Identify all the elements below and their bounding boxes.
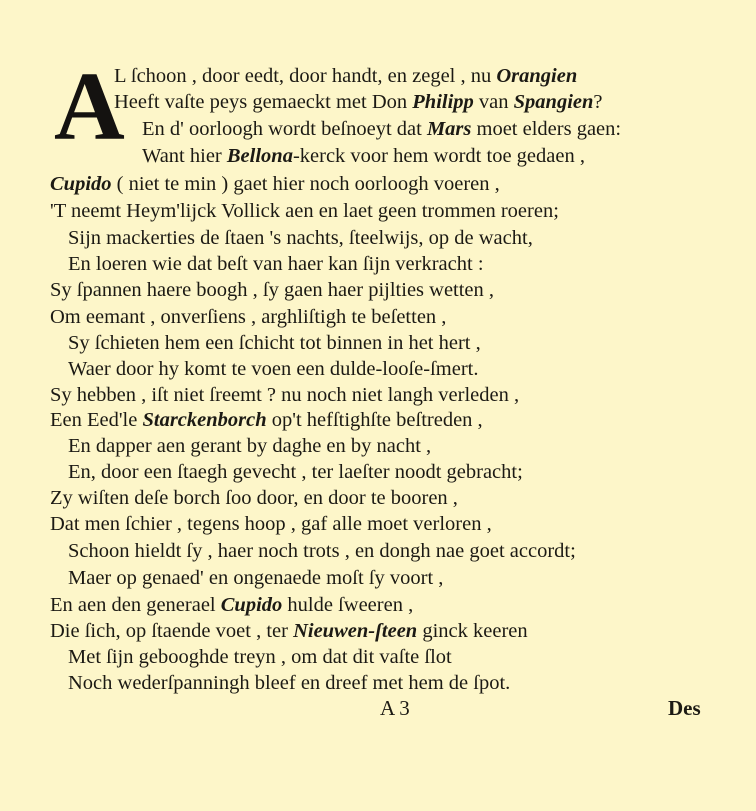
- italic-name: Starckenborch: [142, 409, 267, 431]
- text-segment: ?: [593, 91, 603, 113]
- poem-line-15: [68, 434, 431, 458]
- text-segment: ginck keeren: [417, 620, 528, 642]
- poem-line-23: [68, 645, 452, 669]
- poem-line-2: [114, 90, 603, 114]
- poem-line-8: [68, 252, 484, 276]
- poem-line-20: [68, 566, 443, 590]
- poem-line-17: [50, 486, 458, 510]
- catchword: Des: [668, 696, 701, 720]
- text-segment: L ſchoon , door eedt, door handt, en zegel , nu: [114, 65, 497, 87]
- poem-line-18: [50, 512, 492, 536]
- poem-line-4: [142, 144, 585, 168]
- italic-name: Bellona: [226, 145, 293, 167]
- poem-line-1: [114, 64, 577, 88]
- text-segment: Zy wiſten deſe borch ſoo door, en door te booren ,: [50, 487, 458, 509]
- italic-name: Nieuwen-ſteen: [293, 620, 418, 642]
- text-segment: Want hier: [142, 145, 227, 167]
- italic-name: Philipp: [412, 91, 474, 113]
- text-segment: Een Eed'le: [50, 409, 143, 431]
- poem-line-19: [68, 539, 576, 563]
- poem-line-7: [68, 226, 533, 250]
- text-segment: Maer op genaed' en ongenaede moſt ſy voort ,: [68, 567, 444, 589]
- text-segment: Sy ſpannen haere boogh , ſy gaen haer pijlties wetten ,: [50, 279, 495, 301]
- poem-line-13: [50, 383, 519, 407]
- poem-line-9: [50, 278, 494, 302]
- text-segment: hulde ſweeren ,: [282, 594, 414, 616]
- poem-line-22: [50, 619, 528, 643]
- poem-line-11: [68, 331, 481, 355]
- text-segment: En loeren wie dat beſt van haer kan ſijn verkracht :: [68, 253, 484, 275]
- poem-line-5: [50, 172, 500, 196]
- text-segment: op't hefſtighſte beſtreden ,: [266, 409, 483, 431]
- poem-line-6: [50, 199, 559, 223]
- text-segment: Schoon hieldt ſy , haer noch trots , en dongh nae goet accordt;: [68, 540, 576, 562]
- text-segment: ( niet te min ) gaet hier noch oorloogh voeren ,: [111, 173, 500, 195]
- text-segment: van: [473, 91, 514, 113]
- text-segment: moet elders gaen:: [471, 118, 622, 140]
- poem-line-14: [50, 408, 483, 432]
- italic-name: Cupido: [50, 173, 112, 195]
- poem-line-16: [68, 460, 523, 484]
- italic-name: Spangien: [513, 91, 594, 113]
- text-segment: Met ſijn gebooghde treyn , om dat dit vaſte ſlot: [68, 646, 452, 668]
- text-segment: Sy hebben , iſt niet ſreemt ? nu noch niet langh verleden ,: [50, 384, 520, 406]
- text-segment: 'T neemt Heym'lijck Vollick aen en laet geen trommen roeren;: [50, 200, 559, 222]
- page-signature: A 3: [380, 696, 410, 720]
- text-segment: Om eemant , onverſiens , arghliſtigh te beſetten ,: [50, 306, 447, 328]
- italic-name: Cupido: [220, 594, 283, 616]
- italic-name: Mars: [426, 118, 472, 140]
- poem-line-12: [68, 357, 479, 381]
- text-segment: Die ſich, op ſtaende voet , ter: [50, 620, 294, 642]
- poem-line-21: [50, 593, 413, 617]
- poem-line-24: [68, 671, 510, 695]
- text-segment: Sijn mackerties de ſtaen 's nachts, ſteelwijs, op de wacht,: [68, 227, 533, 249]
- drop-cap: A: [54, 53, 125, 161]
- text-segment: En aen den generael: [50, 594, 221, 616]
- text-segment: En, door een ſtaegh gevecht , ter laeſter noodt gebracht;: [68, 461, 523, 483]
- text-segment: Sy ſchieten hem een ſchicht tot binnen in het hert ,: [68, 332, 481, 354]
- poem-line-3: [142, 117, 621, 141]
- text-segment: Waer door hy komt te voen een dulde-looſe-ſmert.: [68, 358, 479, 380]
- text-segment: En d' oorloogh wordt beſnoeyt dat: [142, 118, 427, 140]
- text-segment: Dat men ſchier , tegens hoop , gaf alle moet verloren ,: [50, 513, 492, 535]
- text-segment: -kerck voor hem wordt toe gedaen ,: [292, 145, 585, 167]
- text-segment: Noch wederſpanningh bleef en dreef met hem de ſpot.: [68, 672, 511, 694]
- poem-line-10: [50, 305, 446, 329]
- text-segment: Heeft vaſte peys gemaeckt met Don: [114, 91, 413, 113]
- italic-name: Orangien: [496, 65, 578, 87]
- text-segment: En dapper aen gerant by daghe en by nacht ,: [68, 435, 432, 457]
